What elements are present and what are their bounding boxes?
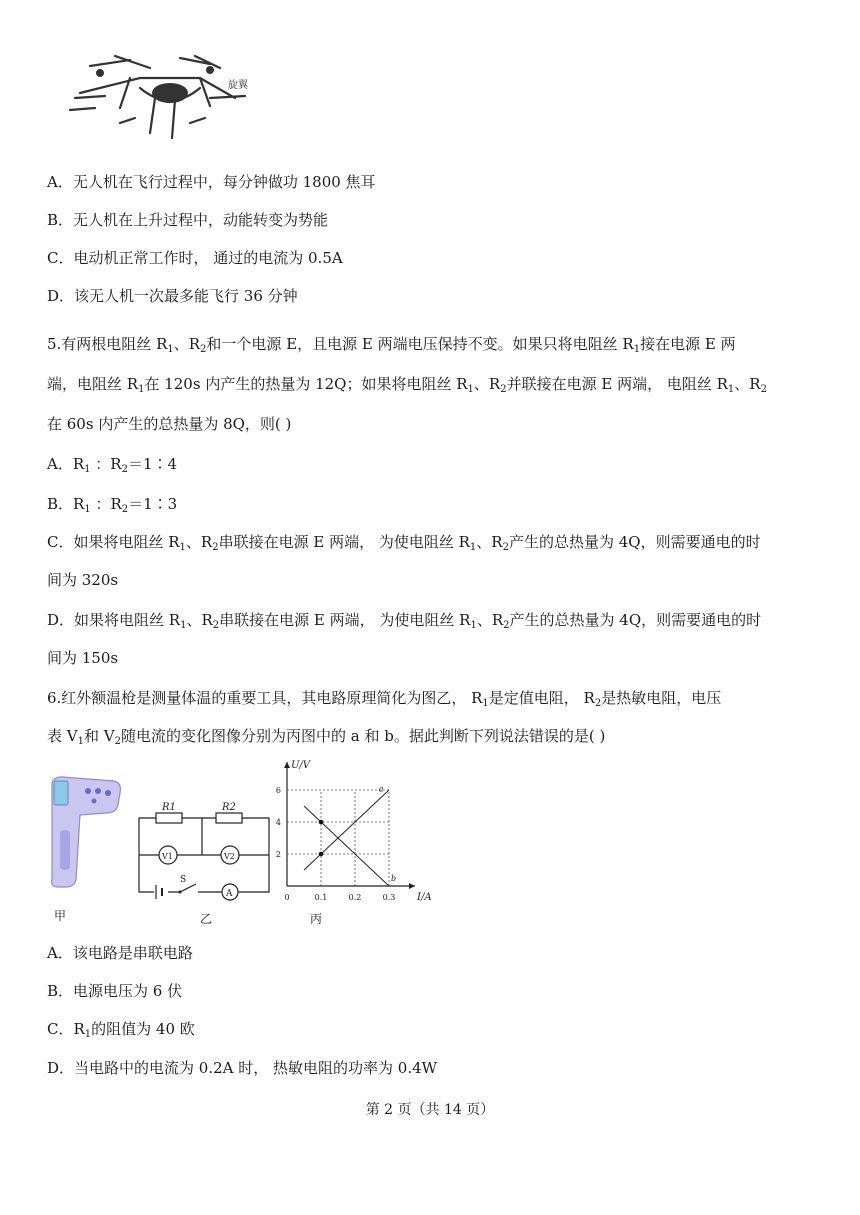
label-r1: R1: [162, 802, 176, 813]
q6-stem-line-1: 6.红外额温枪是测量体温的重要工具，其电路原理简化为图乙， $R_1$是定值电阻， $R_2$是热敏电阻，电压: [47, 689, 722, 709]
label-v1: V1: [162, 852, 173, 861]
q6-option-a: A．该电路是串联电路: [47, 944, 193, 962]
x-tick-label: 0: [284, 893, 290, 902]
q5-option-d-line-2: 间为 150s: [47, 649, 119, 667]
thermometer-image: [44, 775, 124, 890]
caption-jia: 甲: [54, 909, 67, 923]
series-line-b: [304, 806, 389, 886]
q5-option-d-line-1: D．如果将电阻丝 $R_1$、$R_2$串联接在电源 E 两端， 为使电阻丝 $R_1$、$R_2$产生的总热量为 4Q，则需要通电的时: [47, 611, 762, 631]
drone-label: 旋翼: [228, 80, 248, 91]
y-tick-label: 2: [275, 850, 281, 859]
x-axis-label: I/A: [417, 892, 432, 903]
y-axis-arrow: [284, 762, 290, 768]
x-axis-arrow: [409, 883, 415, 889]
label-ammeter: A: [226, 889, 233, 899]
y-tick-label: 6: [275, 786, 281, 795]
q5-option-c-line-1: C．如果将电阻丝 $R_1$、$R_2$串联接在电源 E 两端， 为使电阻丝 $R_1$、$R_2$产生的总热量为 4Q，则需要通电的时: [47, 533, 761, 553]
q6-option-c: C．$R_1$的阻值为 40 欧: [47, 1020, 195, 1040]
label-v2: V2: [224, 852, 235, 861]
y-axis-label: U/V: [291, 760, 311, 771]
series-line-a: [304, 790, 389, 870]
q4-option-c: C．电动机正常工作时， 通过的电流为 0.5A: [47, 249, 343, 267]
q5-stem-line-3: 在 60s 内产生的总热量为 8Q，则( ): [47, 415, 292, 433]
ui-graph: [270, 758, 430, 908]
series-label-b: b: [391, 874, 397, 884]
page-footer: 第 2 页（共 14 页）: [365, 1102, 495, 1118]
circuit-diagram: [134, 800, 274, 910]
data-point: [319, 852, 324, 857]
q5-option-a: A．$R_1$ ：$R_2=1∶4$: [47, 455, 178, 475]
y-tick-label: 4: [275, 818, 281, 827]
q5-stem-line-1: 5.有两根电阻丝 $R_1$、$R_2$和一个电源 E，且电源 E 两端电压保持不变。如果只将电阻丝 $R_1$接在电源 E 两: [47, 335, 736, 355]
q4-option-b: B．无人机在上升过程中，动能转变为势能: [47, 211, 329, 229]
label-switch: S: [180, 875, 187, 885]
q5-option-b: B．$R_1$ ：$R_2=1∶3$: [47, 495, 178, 515]
data-point: [319, 820, 324, 825]
q6-option-b: B．电源电压为 6 伏: [47, 982, 183, 1000]
caption-yi: 乙: [200, 912, 213, 926]
q4-option-d: D．该无人机一次最多能飞行 36 分钟: [47, 287, 298, 305]
q5-option-c-line-2: 间为 320s: [47, 571, 119, 589]
series-label-a: a: [378, 784, 384, 794]
x-tick-label: 0.3: [382, 893, 396, 902]
q6-stem-line-2: 表 $V_1$和 $V_2$随电流的变化图像分别为丙图中的 a 和 b。据此判断下列说法错误的是( ): [47, 727, 606, 747]
q5-stem-line-2: 端，电阻丝 $R_1$在 120s 内产生的热量为 12Q；如果将电阻丝 $R_1$、$R_2$并联接在电源 E 两端， 电阻丝 $R_1$、$R_2$: [47, 375, 767, 395]
x-tick-label: 0.1: [314, 893, 328, 902]
q4-option-a: A．无人机在飞行过程中，每分钟做功 1800 焦耳: [47, 173, 376, 191]
label-r2: R2: [222, 802, 236, 813]
q6-option-d: D．当电路中的电流为 0.2A 时， 热敏电阻的功率为 0.4W: [47, 1059, 438, 1077]
caption-bing: 丙: [310, 912, 323, 926]
x-tick-label: 0.2: [348, 893, 362, 902]
drone-image: [60, 38, 260, 153]
